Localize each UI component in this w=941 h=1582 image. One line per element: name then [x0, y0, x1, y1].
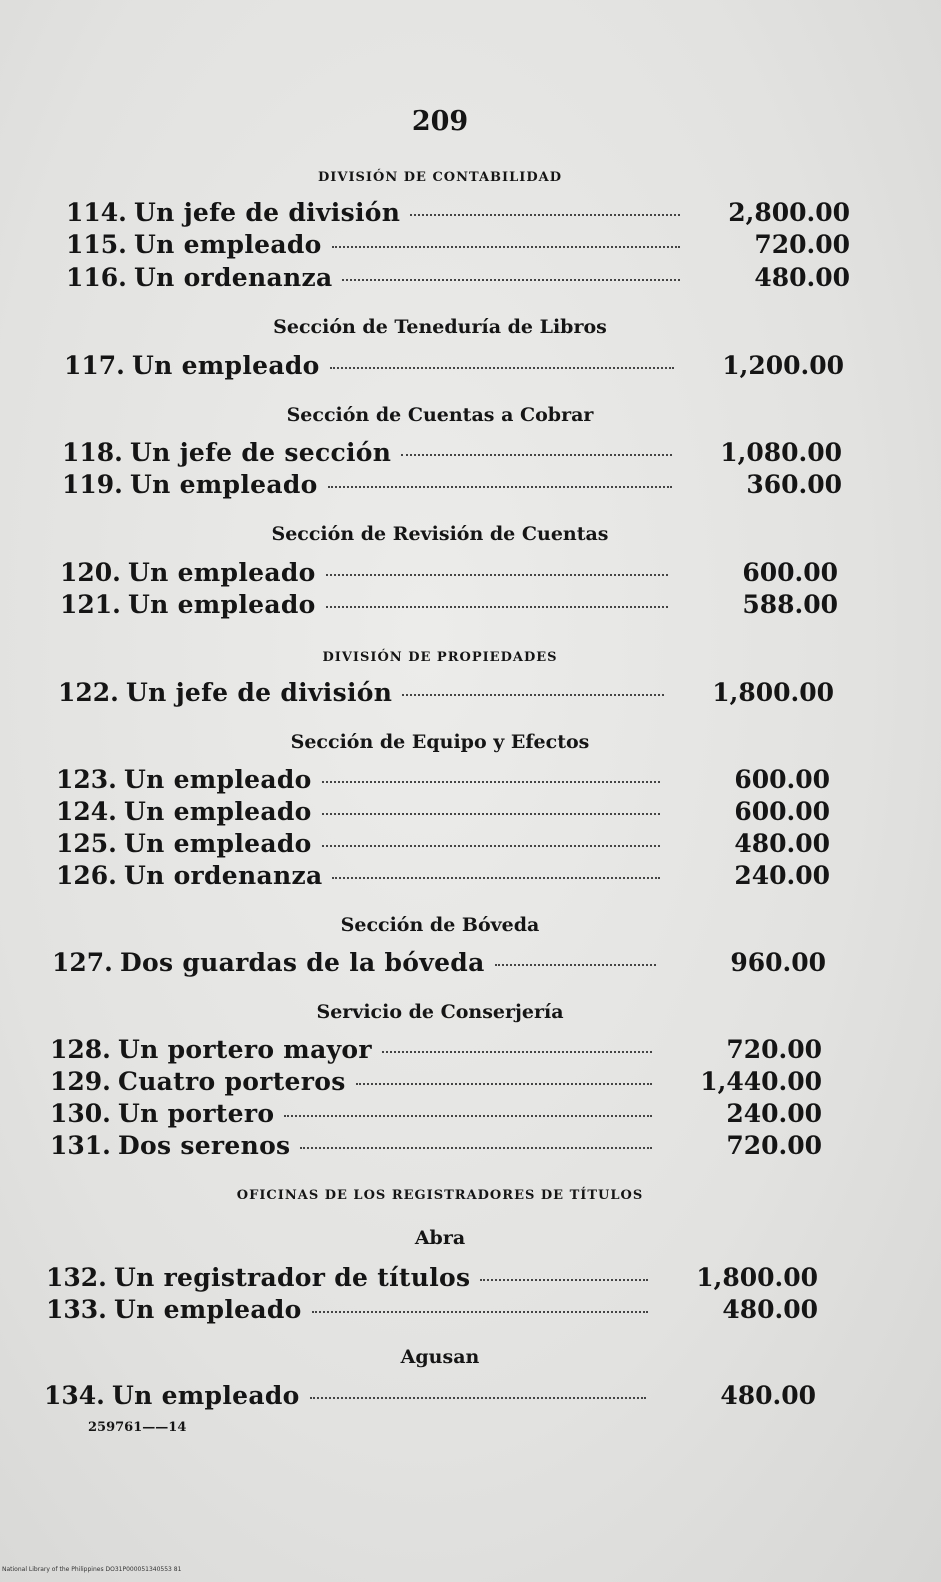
entry-description: Un jefe de división [134, 198, 401, 227]
entry-amount: 240.00 [734, 861, 830, 890]
entry-description: Un empleado [134, 230, 322, 259]
budget-entry [62, 438, 842, 467]
dot-leader [410, 214, 680, 216]
entry-amount: 600.00 [742, 558, 838, 587]
entry-number: 127. [52, 948, 113, 977]
entry-number: 118. [62, 438, 123, 467]
entry-amount: 960.00 [730, 948, 826, 977]
budget-entry [46, 1295, 818, 1324]
entry-amount: 1,800.00 [712, 678, 834, 707]
entry-number: 129. [50, 1067, 111, 1096]
budget-entry [56, 765, 830, 794]
entry-description: Cuatro porteros [118, 1067, 346, 1096]
entry-description: Dos guardas de la bóveda [120, 948, 485, 977]
entry-amount: 720.00 [726, 1035, 822, 1064]
budget-entry [50, 1035, 822, 1064]
entry-number: 130. [50, 1099, 111, 1128]
budget-entry [50, 1099, 822, 1128]
entry-number: 134. [44, 1381, 105, 1410]
entry-description: Un portero mayor [118, 1035, 372, 1064]
entry-number: 128. [50, 1035, 111, 1064]
budget-entry [66, 263, 850, 292]
entry-number: 131. [50, 1131, 111, 1160]
budget-entry [66, 230, 850, 259]
entry-description: Un empleado [114, 1295, 302, 1324]
section-heading-teneduria: Sección de Teneduría de Libros [273, 316, 607, 338]
entry-amount: 480.00 [722, 1295, 818, 1324]
entry-amount: 360.00 [746, 470, 842, 499]
entry-description: Un jefe de sección [130, 438, 392, 467]
dot-leader [326, 574, 668, 576]
section-heading-boveda: Sección de Bóveda [340, 914, 540, 936]
printer-signature-code: 259761——14 [88, 1420, 187, 1435]
entry-amount: 600.00 [734, 797, 830, 826]
entry-description: Un empleado [128, 590, 316, 619]
dot-leader [402, 694, 664, 696]
entry-number: 115. [66, 230, 127, 259]
entry-amount: 1,800.00 [696, 1263, 818, 1292]
budget-entry [56, 861, 830, 890]
entry-amount: 600.00 [734, 765, 830, 794]
budget-entry [52, 948, 826, 977]
budget-entry [56, 829, 830, 858]
budget-entry [44, 1381, 816, 1410]
dot-leader [284, 1115, 652, 1117]
entry-description: Un registrador de títulos [114, 1263, 471, 1292]
budget-entry [50, 1131, 822, 1160]
dot-leader [332, 246, 680, 248]
entry-amount: 1,200.00 [722, 351, 844, 380]
entry-description: Un portero [118, 1099, 275, 1128]
entry-amount: 2,800.00 [728, 198, 850, 227]
entry-number: 133. [46, 1295, 107, 1324]
section-heading-conserjeria: Servicio de Conserjería [316, 1001, 564, 1023]
entry-amount: 240.00 [726, 1099, 822, 1128]
dot-leader [330, 367, 674, 369]
entry-description: Un empleado [132, 351, 320, 380]
entry-number: 124. [56, 797, 117, 826]
entry-amount: 1,440.00 [700, 1067, 822, 1096]
page-number: 209 [411, 106, 469, 137]
entry-description: Un empleado [130, 470, 318, 499]
entry-number: 123. [56, 765, 117, 794]
section-heading-propiedades: DIVISIÓN DE PROPIEDADES [322, 650, 558, 665]
budget-entry [50, 1067, 822, 1096]
entry-description: Un empleado [112, 1381, 300, 1410]
entry-description: Dos serenos [118, 1131, 291, 1160]
subsection-heading-agusan: Agusan [400, 1346, 480, 1368]
entry-number: 121. [60, 590, 121, 619]
dot-leader [326, 606, 668, 608]
entry-description: Un empleado [128, 558, 316, 587]
entry-amount: 720.00 [754, 230, 850, 259]
dot-leader [495, 964, 656, 966]
dot-leader [322, 781, 660, 783]
entry-amount: 588.00 [742, 590, 838, 619]
section-heading-registradores: OFICINAS DE LOS REGISTRADORES DE TÍTULOS [236, 1188, 644, 1203]
entry-number: 119. [62, 470, 123, 499]
dot-leader [322, 845, 660, 847]
budget-entry [56, 797, 830, 826]
budget-entry [60, 558, 838, 587]
entry-amount: 720.00 [726, 1131, 822, 1160]
entry-number: 114. [66, 198, 127, 227]
section-heading-equipo: Sección de Equipo y Efectos [290, 731, 590, 753]
budget-entry [62, 470, 842, 499]
entry-amount: 480.00 [720, 1381, 816, 1410]
entry-description: Un empleado [124, 797, 312, 826]
budget-entry [58, 678, 834, 707]
budget-entry [46, 1263, 818, 1292]
entry-description: Un empleado [124, 829, 312, 858]
entry-amount: 480.00 [754, 263, 850, 292]
entry-amount: 1,080.00 [720, 438, 842, 467]
entry-number: 132. [46, 1263, 107, 1292]
entry-number: 116. [66, 263, 127, 292]
dot-leader [480, 1279, 648, 1281]
entry-number: 120. [60, 558, 121, 587]
entry-amount: 480.00 [734, 829, 830, 858]
entry-number: 117. [64, 351, 125, 380]
dot-leader [382, 1051, 652, 1053]
dot-leader [356, 1083, 652, 1085]
entry-number: 122. [58, 678, 119, 707]
dot-leader [312, 1311, 648, 1313]
dot-leader [328, 486, 672, 488]
dot-leader [300, 1147, 652, 1149]
budget-entry [60, 590, 838, 619]
entry-description: Un jefe de división [126, 678, 393, 707]
budget-entry [66, 198, 850, 227]
dot-leader [342, 279, 680, 281]
dot-leader [332, 877, 660, 879]
budget-entry [64, 351, 844, 380]
entry-number: 125. [56, 829, 117, 858]
entry-number: 126. [56, 861, 117, 890]
dot-leader [401, 454, 672, 456]
dot-leader [310, 1397, 646, 1399]
library-watermark-line: National Library of the Philippines DO31P000051340553 81 [2, 1566, 182, 1573]
section-heading-contabilidad: DIVISIÓN DE CONTABILIDAD [318, 170, 562, 185]
entry-description: Un empleado [124, 765, 312, 794]
section-heading-cuentas-cobrar: Sección de Cuentas a Cobrar [286, 404, 594, 426]
entry-description: Un ordenanza [134, 263, 333, 292]
section-heading-revision: Sección de Revisión de Cuentas [271, 523, 609, 545]
subsection-heading-abra: Abra [414, 1227, 466, 1249]
dot-leader [322, 813, 660, 815]
entry-description: Un ordenanza [124, 861, 323, 890]
